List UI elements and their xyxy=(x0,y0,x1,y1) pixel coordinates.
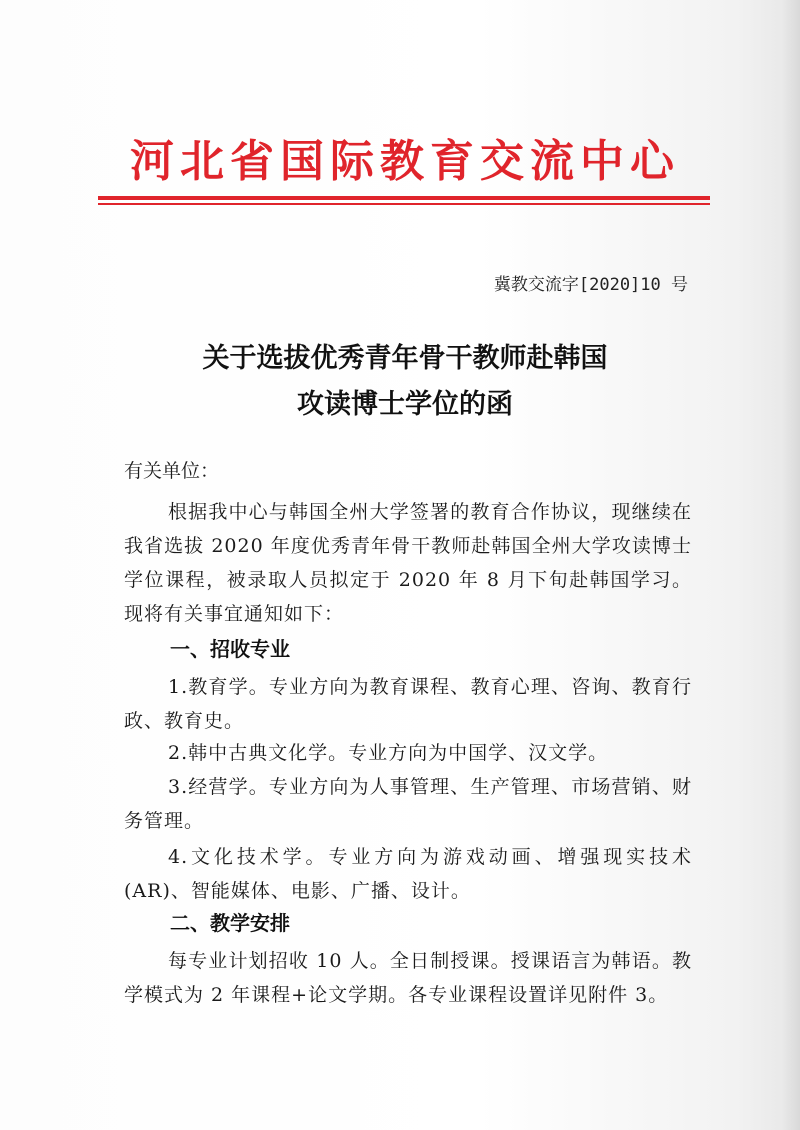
intro-paragraph: 根据我中心与韩国全州大学签署的教育合作协议，现继续在我省选拔 2020 年度优秀青年骨干教师赴韩国全州大学攻读博士学位课程，被录取人员拟定于 2020 年 8 月下旬赴韩国学习。现将有关事宜通知如下： xyxy=(124,501,692,625)
major-item-education: 1.教育学。专业方向为教育课程、教育心理、咨询、教育行政、教育史。 xyxy=(124,676,692,732)
letterhead-org-name: 河北省国际教育交流中心 xyxy=(130,136,680,187)
letterhead-red-rule-thin xyxy=(98,203,710,205)
major-item-culture-technology: 4.文化技术学。专业方向为游戏动画、增强现实技术(AR)、智能媒体、电影、广播、设计。 xyxy=(124,846,692,902)
section-heading-majors: 一、招收专业 xyxy=(170,637,290,661)
teaching-paragraph: 每专业计划招收 10 人。全日制授课。授课语言为韩语。教学模式为 2 年课程+论文学期。各专业课程设置详见附件 3。 xyxy=(124,950,692,1006)
salutation: 有关单位： xyxy=(124,460,220,482)
document-title-line1: 关于选拔优秀青年骨干教师赴韩国 xyxy=(202,343,608,374)
letterhead-red-rule-thick xyxy=(98,196,710,200)
major-item-classical-culture: 2.韩中古典文化学。专业方向为中国学、汉文学。 xyxy=(168,742,609,764)
document-number: 冀教交流字[2020]10 号 xyxy=(493,275,688,295)
document-title-line2: 攻读博士学位的函 xyxy=(297,389,513,420)
scan-edge-shadow xyxy=(782,0,800,1130)
section-heading-teaching: 二、教学安排 xyxy=(170,911,290,935)
major-item-business: 3.经营学。专业方向为人事管理、生产管理、市场营销、财务管理。 xyxy=(124,776,692,832)
